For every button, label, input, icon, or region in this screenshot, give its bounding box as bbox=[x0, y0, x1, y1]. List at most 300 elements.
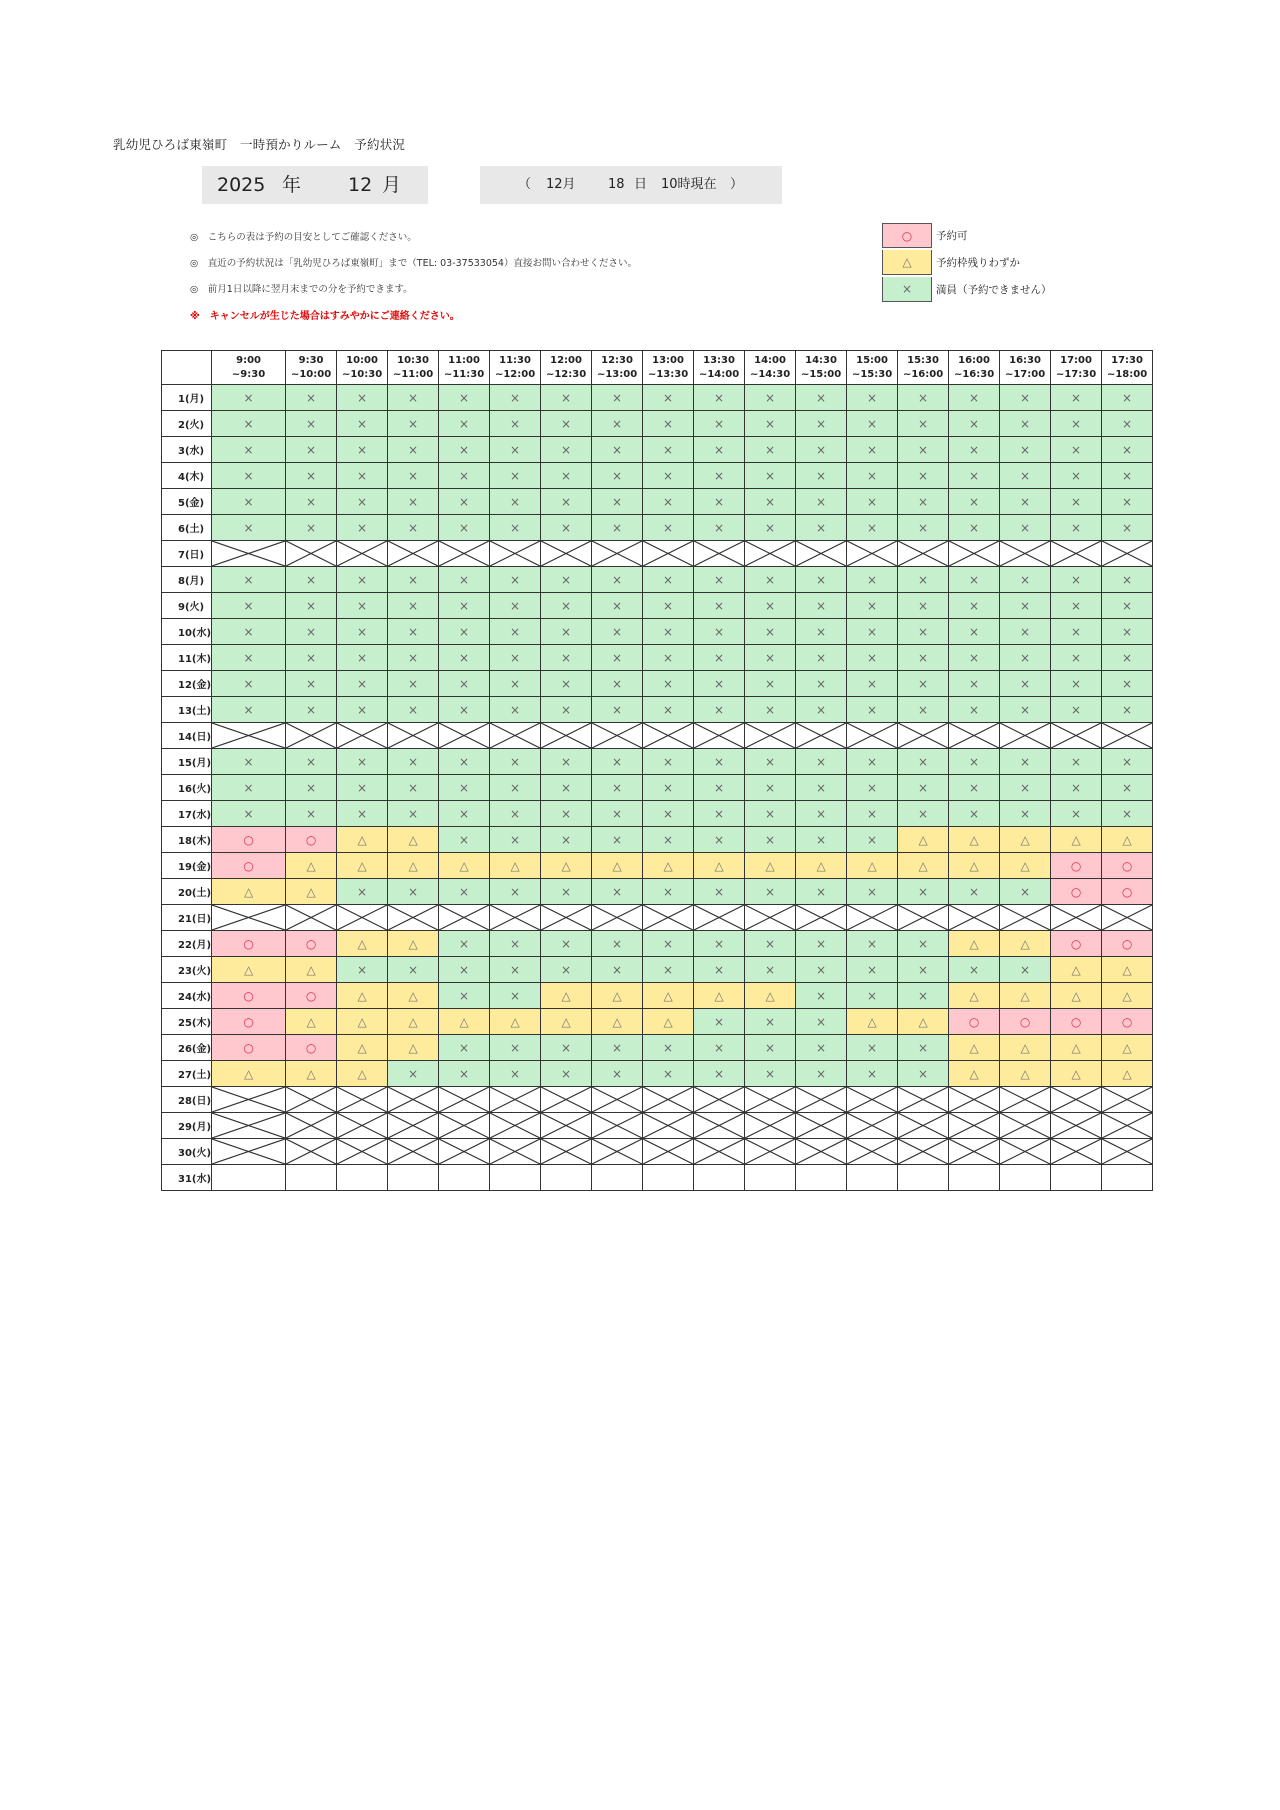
closed-cross-icon bbox=[439, 723, 489, 748]
slot-available: ○ bbox=[1102, 879, 1153, 905]
legend-label-available: 予約可 bbox=[936, 230, 968, 242]
closed-cross-icon bbox=[592, 1113, 642, 1138]
time-slot-end: ~10:30 bbox=[341, 368, 383, 380]
slot-full: × bbox=[847, 411, 898, 437]
slot-few-left: △ bbox=[694, 853, 745, 879]
slot-full: × bbox=[1051, 671, 1102, 697]
slot-full: × bbox=[745, 879, 796, 905]
slot-closed bbox=[1102, 905, 1153, 931]
table-row bbox=[162, 1009, 1153, 1035]
slot-available: ○ bbox=[1000, 1009, 1051, 1035]
day-label: 26(金) bbox=[162, 1035, 212, 1061]
slot-full: × bbox=[949, 645, 1000, 671]
slot-full: × bbox=[541, 593, 592, 619]
slot-closed bbox=[439, 723, 490, 749]
slot-closed bbox=[592, 1139, 643, 1165]
closed-cross-icon bbox=[1102, 1087, 1152, 1112]
closed-cross-icon bbox=[286, 1139, 336, 1164]
slot-full: × bbox=[490, 697, 541, 723]
slot-full: × bbox=[490, 593, 541, 619]
table-row bbox=[162, 489, 1153, 515]
slot-full: × bbox=[1102, 619, 1153, 645]
closed-cross-icon bbox=[1000, 1139, 1050, 1164]
day-label: 22(月) bbox=[162, 931, 212, 957]
slot-empty bbox=[337, 1165, 388, 1191]
time-slot-start: 16:00 bbox=[958, 354, 990, 366]
time-slot-end: ~14:30 bbox=[749, 368, 791, 380]
time-slot-header bbox=[1102, 351, 1153, 385]
slot-full: × bbox=[592, 1035, 643, 1061]
slot-few-left: △ bbox=[745, 853, 796, 879]
time-slot-header bbox=[949, 351, 1000, 385]
slot-full: × bbox=[388, 593, 439, 619]
slot-closed bbox=[439, 1087, 490, 1113]
slot-empty bbox=[643, 1165, 694, 1191]
slot-full: × bbox=[898, 671, 949, 697]
slot-full: × bbox=[541, 879, 592, 905]
slot-full: × bbox=[1102, 593, 1153, 619]
slot-full: × bbox=[1102, 385, 1153, 411]
slot-full: × bbox=[745, 645, 796, 671]
slot-closed bbox=[490, 723, 541, 749]
slot-closed bbox=[643, 1087, 694, 1113]
as-of-box bbox=[480, 166, 782, 204]
slot-full: × bbox=[439, 827, 490, 853]
slot-few-left: △ bbox=[286, 853, 337, 879]
slot-full: × bbox=[212, 619, 286, 645]
slot-full: × bbox=[490, 411, 541, 437]
slot-closed bbox=[337, 905, 388, 931]
time-slot-header bbox=[286, 351, 337, 385]
table-row bbox=[162, 1113, 1153, 1139]
cancel-note: ※ キャンセルが生じた場合はすみやかにご連絡ください。 bbox=[190, 311, 460, 322]
table-row bbox=[162, 697, 1153, 723]
slot-closed bbox=[847, 1113, 898, 1139]
slot-full: × bbox=[212, 411, 286, 437]
slot-full: × bbox=[1000, 619, 1051, 645]
slot-empty bbox=[541, 1165, 592, 1191]
slot-full: × bbox=[949, 567, 1000, 593]
slot-full: × bbox=[847, 385, 898, 411]
slot-full: × bbox=[541, 697, 592, 723]
slot-few-left: △ bbox=[1000, 1035, 1051, 1061]
slot-full: × bbox=[643, 489, 694, 515]
slot-full: × bbox=[898, 515, 949, 541]
slot-full: × bbox=[949, 671, 1000, 697]
table-row bbox=[162, 463, 1153, 489]
closed-cross-icon bbox=[1051, 723, 1101, 748]
closed-cross-icon bbox=[439, 1139, 489, 1164]
slot-empty bbox=[212, 1165, 286, 1191]
slot-full: × bbox=[490, 567, 541, 593]
slot-closed bbox=[796, 905, 847, 931]
slot-full: × bbox=[898, 957, 949, 983]
day-label: 6(土) bbox=[162, 515, 212, 541]
slot-full: × bbox=[643, 749, 694, 775]
slot-full: × bbox=[490, 957, 541, 983]
time-slot-header bbox=[439, 351, 490, 385]
slot-full: × bbox=[388, 385, 439, 411]
slot-full: × bbox=[337, 489, 388, 515]
slot-full: × bbox=[490, 931, 541, 957]
slot-full: × bbox=[490, 983, 541, 1009]
slot-full: × bbox=[286, 619, 337, 645]
slot-closed bbox=[541, 905, 592, 931]
slot-full: × bbox=[847, 697, 898, 723]
slot-closed bbox=[796, 1113, 847, 1139]
slot-closed bbox=[898, 905, 949, 931]
slot-full: × bbox=[847, 567, 898, 593]
closed-cross-icon bbox=[490, 1087, 540, 1112]
slot-full: × bbox=[694, 931, 745, 957]
table-row bbox=[162, 827, 1153, 853]
slot-full: × bbox=[643, 879, 694, 905]
slot-full: × bbox=[541, 645, 592, 671]
slot-closed bbox=[694, 1113, 745, 1139]
slot-available: ○ bbox=[286, 983, 337, 1009]
closed-cross-icon bbox=[490, 905, 540, 930]
slot-full: × bbox=[796, 437, 847, 463]
closed-cross-icon bbox=[286, 905, 336, 930]
slot-closed bbox=[388, 723, 439, 749]
slot-available: ○ bbox=[212, 1009, 286, 1035]
slot-full: × bbox=[490, 437, 541, 463]
time-slot-end: ~16:00 bbox=[902, 368, 944, 380]
slot-full: × bbox=[898, 1035, 949, 1061]
slot-full: × bbox=[337, 463, 388, 489]
slot-available: ○ bbox=[212, 827, 286, 853]
slot-full: × bbox=[1051, 749, 1102, 775]
slot-few-left: △ bbox=[1051, 827, 1102, 853]
slot-closed bbox=[949, 1139, 1000, 1165]
slot-closed bbox=[898, 1139, 949, 1165]
slot-closed bbox=[212, 541, 286, 567]
legend bbox=[882, 222, 1052, 303]
day-label: 3(水) bbox=[162, 437, 212, 463]
slot-closed bbox=[1051, 1087, 1102, 1113]
slot-full: × bbox=[949, 593, 1000, 619]
slot-full: × bbox=[212, 775, 286, 801]
slot-closed bbox=[1000, 1139, 1051, 1165]
closed-cross-icon bbox=[847, 1087, 897, 1112]
slot-closed bbox=[212, 723, 286, 749]
slot-full: × bbox=[592, 463, 643, 489]
slot-full: × bbox=[898, 931, 949, 957]
slot-full: × bbox=[694, 827, 745, 853]
slot-full: × bbox=[1102, 411, 1153, 437]
table-row bbox=[162, 1139, 1153, 1165]
closed-cross-icon bbox=[1000, 905, 1050, 930]
slot-full: × bbox=[745, 957, 796, 983]
slot-closed bbox=[541, 723, 592, 749]
time-slot-end: ~18:00 bbox=[1106, 368, 1148, 380]
slot-full: × bbox=[796, 697, 847, 723]
closed-cross-icon bbox=[439, 905, 489, 930]
slot-few-left: △ bbox=[388, 931, 439, 957]
slot-few-left: △ bbox=[490, 1009, 541, 1035]
slot-full: × bbox=[439, 593, 490, 619]
slot-closed bbox=[439, 1139, 490, 1165]
slot-full: × bbox=[847, 671, 898, 697]
slot-full: × bbox=[898, 801, 949, 827]
slot-full: × bbox=[592, 1061, 643, 1087]
slot-full: × bbox=[337, 593, 388, 619]
slot-closed bbox=[847, 541, 898, 567]
closed-cross-icon bbox=[1000, 723, 1050, 748]
slot-full: × bbox=[541, 775, 592, 801]
slot-few-left: △ bbox=[1102, 983, 1153, 1009]
slot-few-left: △ bbox=[592, 853, 643, 879]
day-label: 17(水) bbox=[162, 801, 212, 827]
slot-full: × bbox=[949, 489, 1000, 515]
slot-few-left: △ bbox=[337, 827, 388, 853]
slot-closed bbox=[694, 541, 745, 567]
slot-closed bbox=[388, 541, 439, 567]
slot-full: × bbox=[1051, 593, 1102, 619]
slot-full: × bbox=[745, 775, 796, 801]
slot-closed bbox=[898, 541, 949, 567]
slot-full: × bbox=[898, 593, 949, 619]
slot-full: × bbox=[847, 1035, 898, 1061]
slot-full: × bbox=[1051, 437, 1102, 463]
closed-cross-icon bbox=[1051, 905, 1101, 930]
day-label: 25(木) bbox=[162, 1009, 212, 1035]
slot-full: × bbox=[694, 801, 745, 827]
slot-full: × bbox=[286, 385, 337, 411]
slot-full: × bbox=[898, 463, 949, 489]
slot-empty bbox=[949, 1165, 1000, 1191]
slot-full: × bbox=[490, 619, 541, 645]
slot-full: × bbox=[439, 385, 490, 411]
slot-full: × bbox=[694, 515, 745, 541]
closed-cross-icon bbox=[643, 541, 693, 566]
slot-few-left: △ bbox=[439, 1009, 490, 1035]
closed-cross-icon bbox=[490, 541, 540, 566]
slot-few-left: △ bbox=[1000, 1061, 1051, 1087]
slot-closed bbox=[286, 723, 337, 749]
closed-cross-icon bbox=[439, 541, 489, 566]
slot-closed bbox=[898, 1087, 949, 1113]
closed-cross-icon bbox=[388, 723, 438, 748]
table-row bbox=[162, 619, 1153, 645]
time-slot-start: 12:30 bbox=[601, 354, 633, 366]
slot-full: × bbox=[286, 489, 337, 515]
slot-closed bbox=[796, 1087, 847, 1113]
slot-full: × bbox=[592, 957, 643, 983]
slot-full: × bbox=[1102, 437, 1153, 463]
closed-cross-icon bbox=[212, 723, 285, 748]
closed-cross-icon bbox=[541, 723, 591, 748]
time-slot-start: 17:30 bbox=[1111, 354, 1143, 366]
slot-full: × bbox=[847, 749, 898, 775]
time-slot-start: 14:30 bbox=[805, 354, 837, 366]
slot-full: × bbox=[694, 1009, 745, 1035]
slot-full: × bbox=[541, 411, 592, 437]
as-of-open-paren: （ bbox=[518, 177, 532, 192]
slot-full: × bbox=[1102, 515, 1153, 541]
slot-full: × bbox=[1102, 697, 1153, 723]
time-slot-start: 13:30 bbox=[703, 354, 735, 366]
slot-few-left: △ bbox=[541, 1009, 592, 1035]
slot-full: × bbox=[643, 645, 694, 671]
slot-full: × bbox=[694, 671, 745, 697]
slot-full: × bbox=[847, 437, 898, 463]
day-label: 5(金) bbox=[162, 489, 212, 515]
table-row bbox=[162, 1087, 1153, 1113]
slot-few-left: △ bbox=[439, 853, 490, 879]
slot-full: × bbox=[694, 879, 745, 905]
slot-full: × bbox=[1000, 385, 1051, 411]
slot-full: × bbox=[1000, 749, 1051, 775]
slot-few-left: △ bbox=[212, 957, 286, 983]
slot-full: × bbox=[847, 1061, 898, 1087]
slot-full: × bbox=[643, 775, 694, 801]
slot-full: × bbox=[286, 411, 337, 437]
legend-symbol-available: ○ bbox=[882, 223, 932, 248]
closed-cross-icon bbox=[694, 723, 744, 748]
closed-cross-icon bbox=[796, 1087, 846, 1112]
slot-empty bbox=[439, 1165, 490, 1191]
slot-closed bbox=[490, 1139, 541, 1165]
slot-full: × bbox=[643, 567, 694, 593]
closed-cross-icon bbox=[1102, 723, 1152, 748]
slot-few-left: △ bbox=[949, 931, 1000, 957]
time-slot-header bbox=[1051, 351, 1102, 385]
slot-full: × bbox=[643, 1061, 694, 1087]
time-slot-start: 15:00 bbox=[856, 354, 888, 366]
slot-full: × bbox=[745, 749, 796, 775]
slot-closed bbox=[212, 905, 286, 931]
slot-full: × bbox=[796, 619, 847, 645]
day-label: 7(日) bbox=[162, 541, 212, 567]
slot-closed bbox=[286, 1113, 337, 1139]
slot-closed bbox=[212, 1139, 286, 1165]
slot-full: × bbox=[796, 385, 847, 411]
slot-full: × bbox=[337, 957, 388, 983]
slot-closed bbox=[745, 723, 796, 749]
slot-full: × bbox=[286, 775, 337, 801]
table-row bbox=[162, 593, 1153, 619]
slot-full: × bbox=[847, 515, 898, 541]
slot-full: × bbox=[694, 463, 745, 489]
slot-full: × bbox=[286, 749, 337, 775]
slot-closed bbox=[212, 1113, 286, 1139]
slot-empty bbox=[1000, 1165, 1051, 1191]
slot-full: × bbox=[541, 957, 592, 983]
day-label: 10(水) bbox=[162, 619, 212, 645]
slot-full: × bbox=[745, 385, 796, 411]
closed-cross-icon bbox=[949, 723, 999, 748]
time-slot-end: ~13:00 bbox=[596, 368, 638, 380]
slot-full: × bbox=[949, 619, 1000, 645]
day-label: 28(日) bbox=[162, 1087, 212, 1113]
slot-full: × bbox=[1051, 385, 1102, 411]
slot-full: × bbox=[847, 931, 898, 957]
slot-full: × bbox=[694, 749, 745, 775]
closed-cross-icon bbox=[1102, 1113, 1152, 1138]
slot-closed bbox=[949, 905, 1000, 931]
closed-cross-icon bbox=[1000, 541, 1050, 566]
slot-few-left: △ bbox=[1000, 853, 1051, 879]
slot-full: × bbox=[898, 437, 949, 463]
slot-full: × bbox=[1000, 567, 1051, 593]
slot-full: × bbox=[1000, 957, 1051, 983]
slot-available: ○ bbox=[212, 853, 286, 879]
closed-cross-icon bbox=[745, 1139, 795, 1164]
slot-available: ○ bbox=[1051, 931, 1102, 957]
slot-full: × bbox=[592, 437, 643, 463]
day-label: 21(日) bbox=[162, 905, 212, 931]
closed-cross-icon bbox=[541, 1139, 591, 1164]
page-title: 乳幼児ひろば東嶺町 一時預かりルーム 予約状況 bbox=[113, 137, 406, 152]
slot-closed bbox=[286, 541, 337, 567]
legend-item-few-left bbox=[882, 249, 1052, 276]
closed-cross-icon bbox=[490, 1113, 540, 1138]
slot-full: × bbox=[847, 775, 898, 801]
slot-full: × bbox=[643, 411, 694, 437]
slot-full: × bbox=[694, 489, 745, 515]
slot-few-left: △ bbox=[949, 1061, 1000, 1087]
time-slot-end: ~11:30 bbox=[443, 368, 485, 380]
slot-full: × bbox=[337, 801, 388, 827]
slot-closed bbox=[643, 1139, 694, 1165]
closed-cross-icon bbox=[490, 1139, 540, 1164]
slot-full: × bbox=[592, 879, 643, 905]
day-label: 2(火) bbox=[162, 411, 212, 437]
closed-cross-icon bbox=[847, 905, 897, 930]
table-body bbox=[162, 385, 1153, 1191]
slot-full: × bbox=[592, 567, 643, 593]
slot-few-left: △ bbox=[1102, 957, 1153, 983]
slot-few-left: △ bbox=[1051, 983, 1102, 1009]
slot-closed bbox=[949, 1087, 1000, 1113]
year-unit: 年 bbox=[282, 174, 302, 196]
slot-full: × bbox=[694, 385, 745, 411]
closed-cross-icon bbox=[212, 905, 285, 930]
slot-few-left: △ bbox=[796, 853, 847, 879]
slot-full: × bbox=[1051, 801, 1102, 827]
slot-full: × bbox=[1102, 463, 1153, 489]
table-row bbox=[162, 723, 1153, 749]
slot-closed bbox=[1102, 1113, 1153, 1139]
slot-closed bbox=[337, 1087, 388, 1113]
slot-full: × bbox=[745, 437, 796, 463]
slot-closed bbox=[1000, 541, 1051, 567]
slot-few-left: △ bbox=[286, 1009, 337, 1035]
slot-full: × bbox=[1051, 515, 1102, 541]
slot-full: × bbox=[694, 1035, 745, 1061]
slot-full: × bbox=[949, 749, 1000, 775]
time-slot-header bbox=[694, 351, 745, 385]
closed-cross-icon bbox=[643, 723, 693, 748]
table-row bbox=[162, 983, 1153, 1009]
time-slot-start: 15:30 bbox=[907, 354, 939, 366]
year-value: 2025 bbox=[217, 174, 266, 196]
slot-full: × bbox=[796, 931, 847, 957]
slot-full: × bbox=[1000, 671, 1051, 697]
slot-few-left: △ bbox=[847, 853, 898, 879]
slot-full: × bbox=[439, 619, 490, 645]
slot-full: × bbox=[212, 593, 286, 619]
slot-closed bbox=[1000, 723, 1051, 749]
slot-few-left: △ bbox=[286, 957, 337, 983]
slot-full: × bbox=[439, 957, 490, 983]
slot-full: × bbox=[847, 463, 898, 489]
slot-full: × bbox=[212, 567, 286, 593]
time-slot-end: ~17:00 bbox=[1004, 368, 1046, 380]
table-row bbox=[162, 1061, 1153, 1087]
slot-few-left: △ bbox=[388, 853, 439, 879]
